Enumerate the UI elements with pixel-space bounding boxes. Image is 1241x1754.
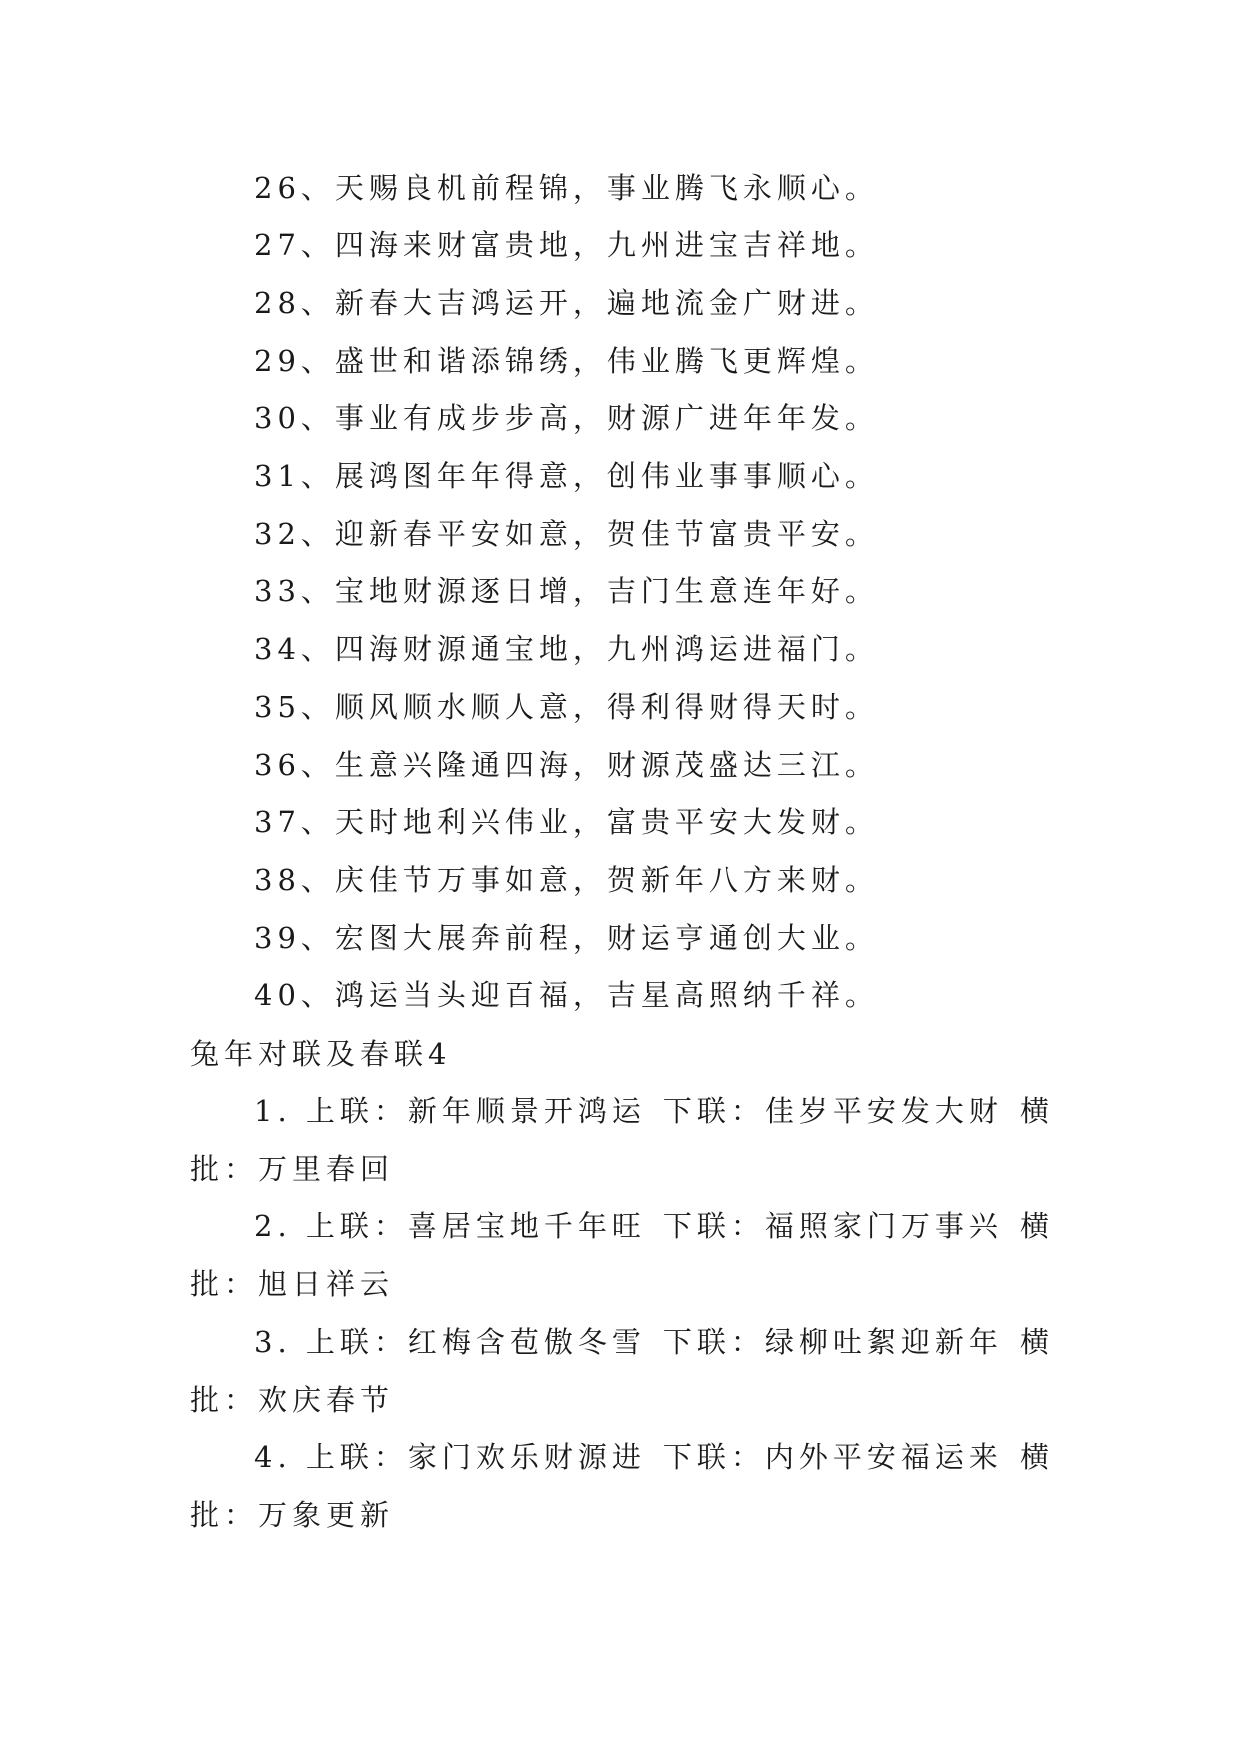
list-item: 37、天时地利兴伟业，富贵平安大发财。	[254, 805, 879, 839]
couplet-lower: 下联：福照家门万事兴	[662, 1209, 1003, 1243]
list-item: 34、四海财源通宝地，九州鸿运进福门。	[254, 632, 879, 666]
list-item: 35、顺风顺水顺人意，得利得财得天时。	[254, 690, 879, 724]
couplet-horizontal-start: 横	[1019, 1440, 1054, 1474]
list-item: 27、四海来财富贵地，九州进宝吉祥地。	[254, 228, 879, 262]
list-item: 29、盛世和谐添锦绣，伟业腾飞更辉煌。	[254, 344, 879, 378]
couplet-line	[254, 1437, 1054, 1477]
couplet-horizontal: 批：万里春回	[190, 1152, 395, 1186]
couplet-horizontal-start: 横	[1019, 1094, 1054, 1128]
couplet-horizontal-start: 横	[1019, 1325, 1054, 1359]
couplet-lower: 下联：内外平安福运来	[662, 1440, 1003, 1474]
couplet-upper: 2. 上联：喜居宝地千年旺	[254, 1209, 646, 1243]
couplet-horizontal: 批：欢庆春节	[190, 1383, 395, 1417]
couplet-line	[254, 1322, 1054, 1362]
couplet-lower: 下联：佳岁平安发大财	[662, 1094, 1003, 1128]
list-item: 32、迎新春平安如意，贺佳节富贵平安。	[254, 517, 879, 551]
couplet-upper: 4. 上联：家门欢乐财源进	[254, 1440, 646, 1474]
couplet-line	[254, 1091, 1054, 1131]
couplet-upper: 3. 上联：红梅含苞傲冬雪	[254, 1325, 646, 1359]
couplet-lower: 下联：绿柳吐絮迎新年	[662, 1325, 1003, 1359]
list-item: 31、展鸿图年年得意，创伟业事事顺心。	[254, 459, 879, 493]
list-item: 39、宏图大展奔前程，财运亨通创大业。	[254, 921, 879, 955]
list-item: 33、宝地财源逐日增，吉门生意连年好。	[254, 574, 879, 608]
couplet-horizontal: 批：万象更新	[190, 1498, 395, 1532]
list-item: 30、事业有成步步高，财源广进年年发。	[254, 401, 879, 435]
couplet-line	[254, 1206, 1054, 1246]
couplet-upper: 1. 上联：新年顺景开鸿运	[254, 1094, 646, 1128]
couplet-horizontal-start: 横	[1019, 1209, 1054, 1243]
list-item: 26、天赐良机前程锦，事业腾飞永顺心。	[254, 171, 879, 205]
list-item: 38、庆佳节万事如意，贺新年八方来财。	[254, 863, 879, 897]
list-item: 40、鸿运当头迎百福，吉星高照纳千祥。	[254, 978, 879, 1012]
list-item: 28、新春大吉鸿运开，遍地流金广财进。	[254, 286, 879, 320]
section-heading: 兔年对联及春联4	[190, 1037, 452, 1071]
couplet-horizontal: 批：旭日祥云	[190, 1267, 395, 1301]
list-item: 36、生意兴隆通四海，财源茂盛达三江。	[254, 748, 879, 782]
